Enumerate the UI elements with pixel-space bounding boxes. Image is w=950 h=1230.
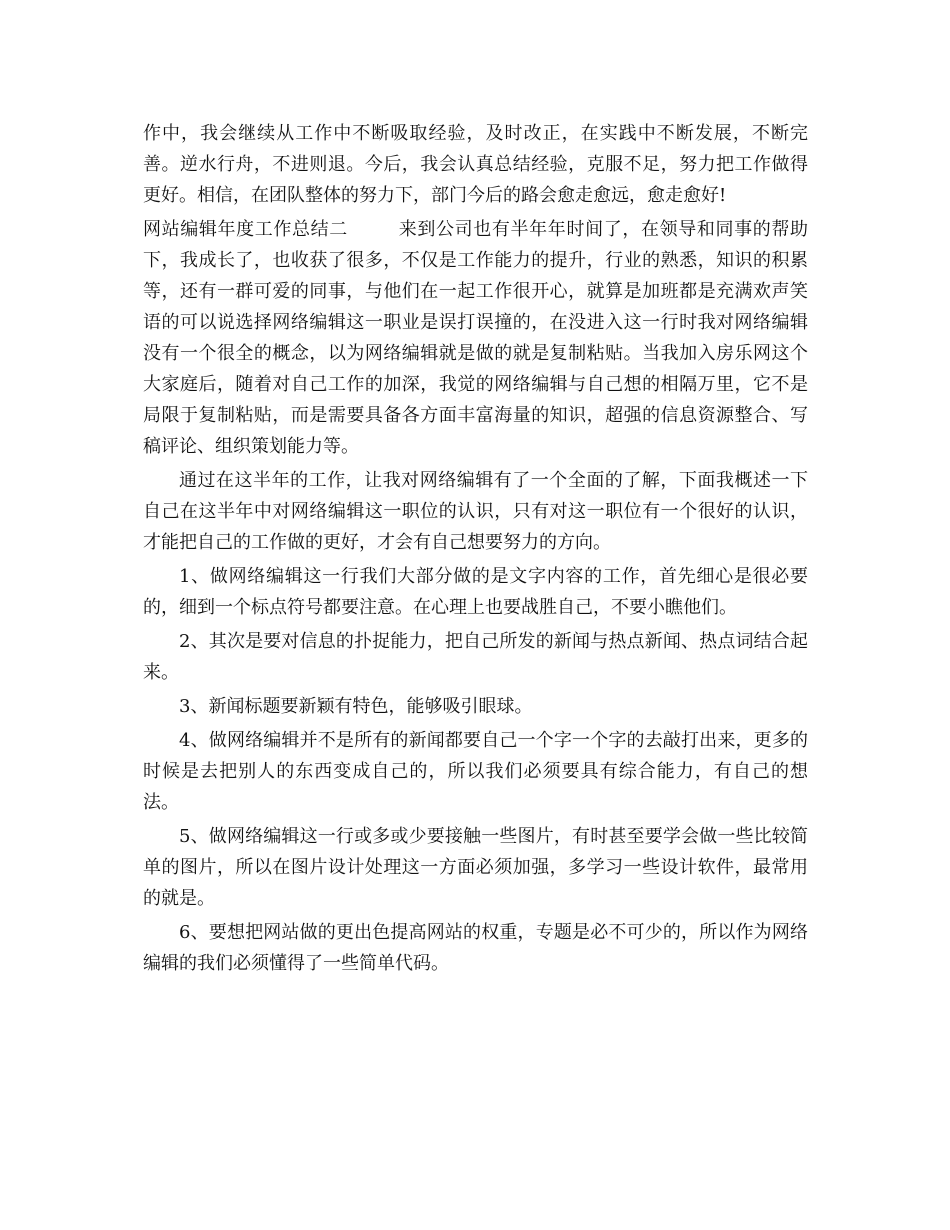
- list-item-2: 2、其次是要对信息的扑捉能力，把自己所发的新闻与热点新闻、热点词结合起来。: [143, 631, 808, 683]
- paragraph-section-two: [143, 214, 808, 462]
- document-body: [143, 118, 808, 979]
- list-item-4: 4、做网络编辑并不是所有的新闻都要自己一个字一个字的去敲打出来，更多的时候是去把别人的东西变成自己的，所以我们必须要具有综合能力，有自己的想法。: [143, 730, 808, 813]
- paragraph-overview: 通过在这半年的工作，让我对网络编辑有了一个全面的了解，下面我概述一下自己在这半年中对网络编辑这一职位的认识，只有对这一职位有一个很好的认识，才能把自己的工作做的更好，才会有自己想要努力的方向。: [143, 470, 808, 553]
- section-two-intro-text: 来到公司也有半年年时间了，在领导和同事的帮助下，我成长了，也收获了很多，不仅是工作能力的提升，行业的熟悉，知识的积累等，还有一群可爱的同事，与他们在一起工作很开心，就算是加班都是充满欢声笑语的可以说选择网络编辑这一职业是误打误撞的，在没进入这一行时我对网络编辑没有一个很全的概念，以为网络编辑就是做的就是复制粘贴。当我加入房乐网这个大家庭后，随着对自己工作的加深，我觉的网络编辑与自己想的相隔万里，它不是局限于复制粘贴，而是需要具备各方面丰富海量的知识，超强的信息资源整合、写稿评论、组织策划能力等。: [143, 219, 809, 457]
- list-item-6: 6、要想把网站做的更出色提高网站的权重，专题是必不可少的，所以作为网络编辑的我们必须懂得了一些简单代码。: [143, 922, 808, 974]
- paragraph-continuation: 作中，我会继续从工作中不断吸取经验，及时改正，在实践中不断发展，不断完善。逆水行舟，不进则退。今后，我会认真总结经验，克服不足，努力把工作做得更好。相信，在团队整体的努力下，部门今后的路会愈走愈远，愈走愈好!: [143, 123, 808, 206]
- list-item-3: 3、新闻标题要新颖有特色，能够吸引眼球。: [179, 696, 533, 717]
- list-item-5: 5、做网络编辑这一行或多或少要接触一些图片，有时甚至要学会做一些比较简单的图片，所以在图片设计处理这一方面必须加强，多学习一些设计软件，最常用的就是。: [143, 826, 808, 909]
- list-item-1: 1、做网络编辑这一行我们大部分做的是文字内容的工作，首先细心是很必要的，细到一个标点符号都要注意。在心理上也要战胜自己，不要小瞧他们。: [143, 566, 808, 618]
- heading-gap: [348, 219, 399, 240]
- section-heading: 网站编辑年度工作总结二: [143, 219, 348, 240]
